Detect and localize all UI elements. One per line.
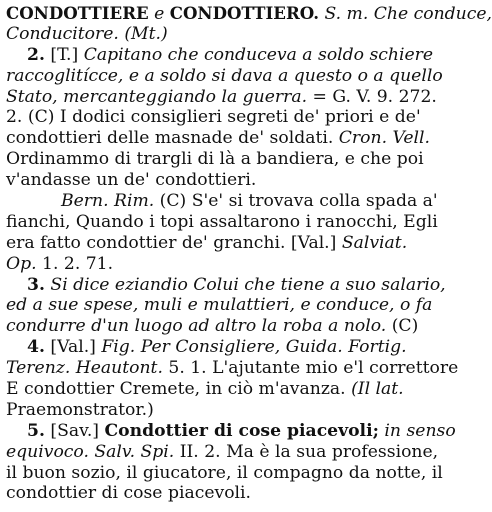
text-segment: fianchi, Quando i topi assaltarono i ranocchi, Egli	[6, 211, 438, 232]
text-segment: Stato, mercanteggiando la guerra.	[6, 86, 308, 107]
text-segment: Praemonstrator.)	[6, 399, 154, 420]
text-segment: 2. (C) I dodici consiglieri segreti de' priori e de'	[6, 107, 421, 128]
text-segment: S. m. Che conduce,	[319, 4, 492, 24]
text-segment: 2.	[27, 44, 45, 65]
text-segment: E condottier Cremete, in ciò m'avanza.	[6, 379, 352, 400]
entry-line	[6, 275, 466, 296]
text-segment: II. 2. Ma è la sua professione,	[174, 441, 439, 462]
entry-line	[6, 107, 466, 128]
text-segment: 5. 1. L'ajutante mio e'l correttore	[162, 358, 459, 379]
text-segment: condottieri delle masnade de' soldati.	[6, 128, 339, 149]
entry-line	[6, 463, 466, 484]
text-segment: in senso	[378, 420, 456, 441]
text-segment: (Il lat.	[351, 379, 404, 400]
text-segment: Op.	[6, 253, 37, 274]
entry-line	[6, 233, 466, 254]
text-segment: Capitano che conduceva a soldo schiere	[83, 44, 434, 65]
entry-line	[6, 400, 466, 421]
entry-line	[6, 45, 466, 66]
text-segment: ed a sue spese, muli e mulattieri, e conduce, o fa	[6, 295, 433, 316]
text-segment: raccoglitícce, e a soldo si dava a questo o a quello	[6, 65, 443, 86]
text-segment: 4.	[27, 337, 45, 358]
text-segment: (C) S'e' si trovava colla spada a'	[154, 191, 438, 212]
entry-line	[6, 191, 466, 212]
text-segment: 3.	[27, 274, 45, 295]
entry-line	[6, 379, 466, 400]
entry-line	[6, 316, 466, 337]
text-segment: Terenz. Heautont.	[6, 358, 163, 379]
entry-line	[6, 358, 466, 379]
text-segment: 5.	[27, 420, 45, 441]
entry-line	[6, 442, 466, 463]
text-segment: Fig. Per Consigliere, Guida. Fortig.	[101, 337, 407, 358]
text-segment: Ordinammo di trargli di là a bandiera, e che poi	[6, 149, 424, 170]
headword: CONDOTTIERE	[6, 3, 149, 23]
entry-line	[6, 421, 466, 442]
text-segment: condottier di cose piacevoli.	[6, 483, 252, 504]
entry-line	[6, 128, 466, 149]
entry-line	[6, 254, 466, 275]
text-segment: equivoco. Salv. Spi.	[6, 441, 175, 462]
text-segment: v'andasse un de' condottieri.	[6, 170, 257, 191]
entry-line	[6, 483, 466, 504]
text-segment: condurre d'un luogo ad altro la roba a nolo.	[6, 316, 387, 337]
entry-line	[6, 170, 466, 191]
text-segment: Bern. Rim.	[61, 191, 155, 212]
text-segment: [Val.]	[44, 337, 102, 358]
entry-line	[6, 149, 466, 170]
text-segment: Cron. Vell.	[338, 128, 430, 149]
text-segment: (C)	[386, 316, 419, 337]
entry-line	[6, 66, 466, 87]
text-segment: 1. 2. 71.	[36, 253, 114, 274]
entry-line	[6, 24, 466, 45]
text-segment: Si dice eziandio Colui che tiene a suo salario,	[44, 274, 446, 295]
text-segment: Condottier di cose piacevoli;	[104, 420, 379, 441]
text-segment: [Sav.]	[44, 420, 105, 441]
text-segment: il buon sozio, il giucatore, il compagno da notte, il	[6, 462, 443, 483]
entry-line	[6, 87, 466, 108]
entry-line	[6, 3, 492, 24]
text-segment: Salviat.	[341, 232, 408, 253]
text-segment: = G. V. 9. 272.	[307, 86, 437, 107]
text-segment: e	[148, 4, 170, 24]
headword: CONDOTTIERO.	[169, 3, 319, 23]
text-segment: era fatto condottier de' granchi. [Val.]	[6, 232, 342, 253]
entry-line	[6, 337, 466, 358]
text-segment: [T.]	[44, 44, 84, 65]
entry-line	[6, 295, 466, 316]
text-segment: Conducitore. (Mt.)	[6, 23, 168, 44]
entry-line	[6, 212, 466, 233]
